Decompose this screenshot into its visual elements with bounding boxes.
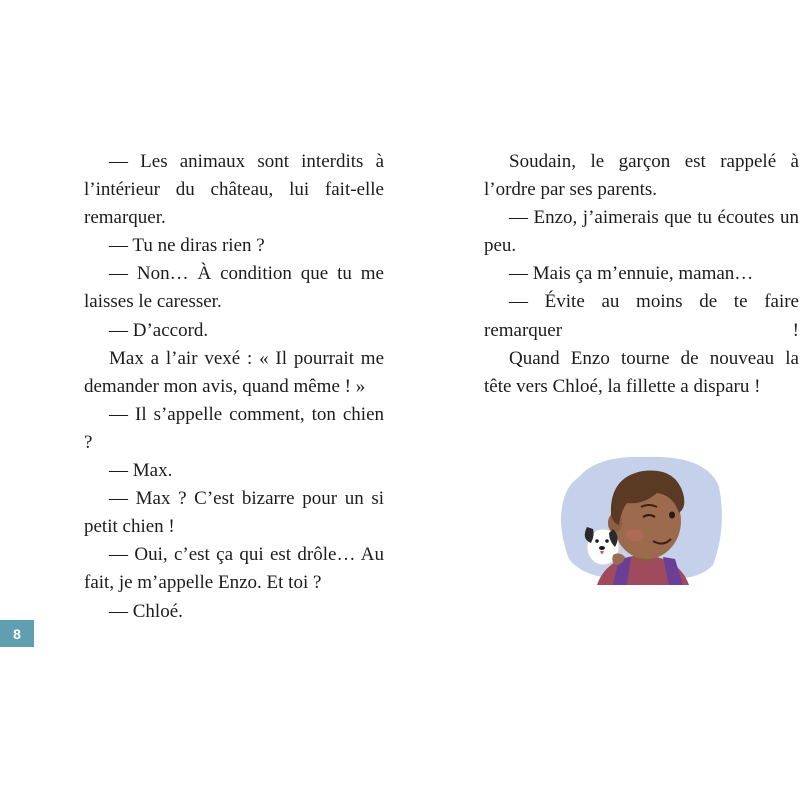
- paragraph: — Non… À condition que tu me laisses le caresser.: [84, 263, 384, 313]
- paragraph: — Enzo, j’aimerais que tu écoutes un peu.: [484, 207, 799, 257]
- paragraph: — Tu ne diras rien ?: [109, 235, 265, 257]
- paragraph: Max a l’air vexé : « Il pourrait me demander mon avis, quand même ! »: [84, 347, 384, 397]
- left-text-column: [84, 148, 384, 626]
- paragraph: Quand Enzo tourne de nouveau la tête vers Chloé, la fillette a disparu !: [484, 347, 799, 397]
- paragraph: — Chloé.: [109, 600, 183, 622]
- boy-with-dog-illustration: [557, 447, 725, 585]
- page-number: 8: [13, 625, 21, 642]
- paragraph: Soudain, le garçon est rappelé à l’ordre par ses parents.: [484, 151, 799, 201]
- right-text-column: [484, 148, 799, 401]
- paragraph: — Oui, c’est ça qui est drôle… Au fait, je m’appelle Enzo. Et toi ?: [84, 544, 384, 594]
- paragraph: — Max ? C’est bizarre pour un si petit chien !: [84, 488, 384, 538]
- paragraph: — Max.: [109, 460, 173, 482]
- paragraph: — D’accord.: [109, 319, 209, 341]
- paragraph: — Les animaux sont interdits à l’intérieur du château, lui fait-elle remarquer.: [84, 151, 384, 229]
- paragraph: — Évite au moins de te faire remarquer !: [484, 291, 799, 341]
- page-number-tab: [0, 620, 34, 647]
- paragraph: — Il s’appelle comment, ton chien ?: [84, 403, 384, 453]
- paragraph: — Mais ça m’ennuie, maman…: [509, 263, 754, 285]
